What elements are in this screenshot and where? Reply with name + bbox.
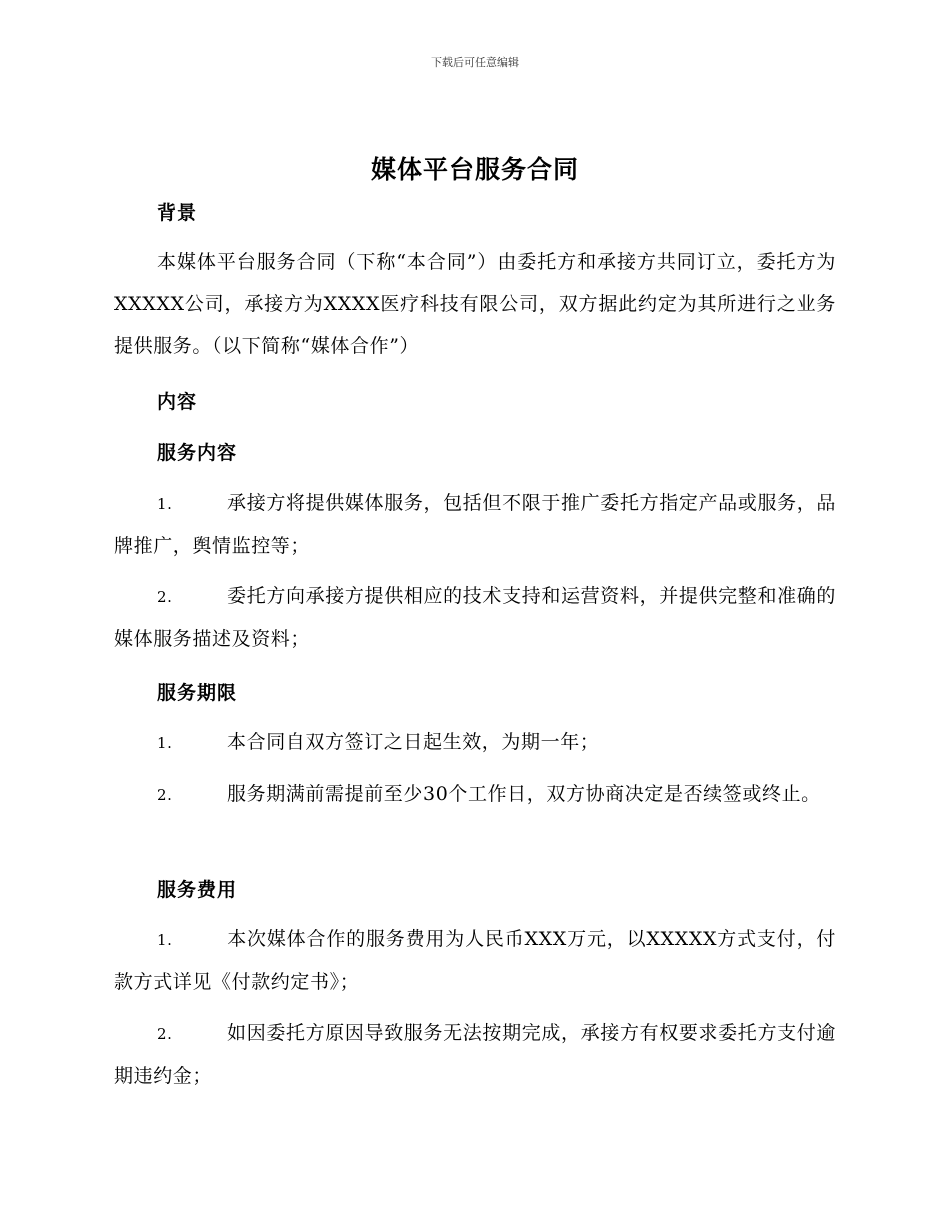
section-heading-service-fee: 服务费用 xyxy=(157,879,238,901)
item-number: 2. xyxy=(157,588,173,606)
section-heading-background: 背景 xyxy=(157,202,198,224)
section-heading-content: 内容 xyxy=(157,391,198,413)
item-text: 本合同自双方签订之日起生效，为期一年； xyxy=(227,731,600,753)
item-number: 2. xyxy=(157,786,173,804)
service-content-item-2 xyxy=(114,575,836,660)
document-title: 媒体平台服务合同 xyxy=(370,155,579,184)
item-text: 如因委托方原因导致服务无法按期完成，承接方有权要求委托方支付逾期违约金； xyxy=(114,1022,836,1087)
item-number: 1. xyxy=(157,931,173,949)
section-heading-service-content: 服务内容 xyxy=(157,442,238,464)
item-number: 1. xyxy=(157,495,173,513)
item-number: 1. xyxy=(157,734,173,752)
section-heading-service-term: 服务期限 xyxy=(157,682,238,704)
service-term-item-1 xyxy=(114,721,836,764)
header-note: 下载后可任意编辑 xyxy=(431,56,519,69)
background-paragraph: 本媒体平台服务合同（下称“本合同”）由委托方和承接方共同订立，委托方为XXXXX公司，承接方为XXXX医疗科技有限公司，双方据此约定为其所进行之业务提供服务。（以下简称“媒体合作”） xyxy=(114,251,836,357)
service-fee-item-2 xyxy=(114,1012,836,1097)
item-text: 承接方将提供媒体服务，包括但不限于推广委托方指定产品或服务，品牌推广，舆情监控等； xyxy=(114,492,836,557)
item-text: 本次媒体合作的服务费用为人民币XXX万元，以XXXXX方式支付，付款方式详见《付款约定书》； xyxy=(114,928,836,993)
item-number: 2. xyxy=(157,1025,173,1043)
service-fee-item-1 xyxy=(114,918,836,1003)
service-content-item-1 xyxy=(114,482,836,567)
item-text: 服务期满前需提前至少30个工作日，双方协商决定是否续签或终止。 xyxy=(227,783,821,805)
item-text: 委托方向承接方提供相应的技术支持和运营资料，并提供完整和准确的媒体服务描述及资料； xyxy=(114,585,836,650)
service-term-item-2 xyxy=(114,773,836,816)
